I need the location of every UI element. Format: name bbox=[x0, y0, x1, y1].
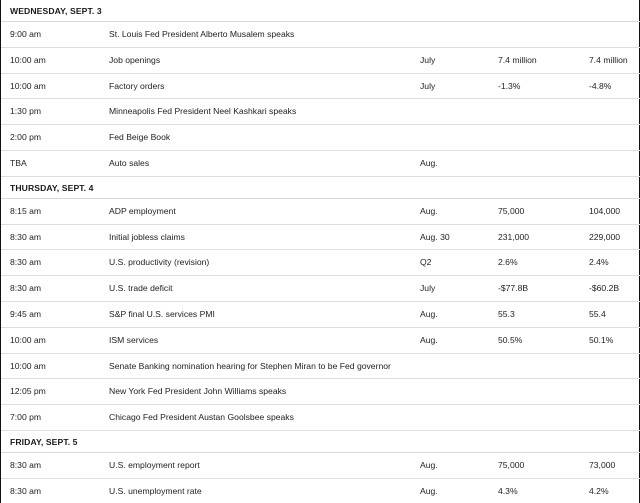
event-previous: 7.4 million bbox=[589, 54, 628, 65]
event-forecast: -1.3% bbox=[498, 80, 521, 91]
event-period: July bbox=[420, 80, 436, 91]
event-time: 7:00 pm bbox=[10, 412, 42, 423]
event-name: Fed Beige Book bbox=[109, 132, 171, 143]
event-time: 9:45 am bbox=[10, 308, 42, 319]
event-period: July bbox=[420, 283, 436, 294]
table-row bbox=[1, 302, 640, 328]
event-name: Job openings bbox=[109, 54, 161, 65]
event-time: 2:00 pm bbox=[10, 132, 42, 143]
table-row bbox=[1, 199, 640, 225]
event-name: ISM services bbox=[109, 334, 159, 345]
day-header: WEDNESDAY, SEPT. 3 bbox=[1, 0, 640, 22]
event-time: 1:30 pm bbox=[10, 106, 42, 117]
event-forecast: -$77.8B bbox=[498, 283, 529, 294]
event-period: Aug. bbox=[420, 157, 438, 168]
economic-calendar bbox=[1, 0, 640, 503]
event-period: July bbox=[420, 54, 436, 65]
event-time: 8:30 am bbox=[10, 459, 42, 470]
event-name: U.S. unemployment rate bbox=[109, 485, 202, 496]
event-time: 10:00 am bbox=[10, 360, 46, 371]
event-forecast: 2.6% bbox=[498, 257, 518, 268]
event-name: U.S. trade deficit bbox=[109, 283, 173, 294]
event-period: Q2 bbox=[420, 257, 432, 268]
event-forecast: 75,000 bbox=[498, 459, 525, 470]
event-previous: 4.2% bbox=[589, 485, 609, 496]
event-name: New York Fed President John Williams speaks bbox=[109, 386, 287, 397]
event-previous: 2.4% bbox=[589, 257, 609, 268]
event-period: Aug. 30 bbox=[420, 231, 450, 242]
event-time: TBA bbox=[10, 157, 27, 168]
event-name: Chicago Fed President Austan Goolsbee speaks bbox=[109, 412, 294, 423]
event-forecast: 4.3% bbox=[498, 485, 518, 496]
event-name: Auto sales bbox=[109, 157, 150, 168]
day-header: THURSDAY, SEPT. 4 bbox=[1, 177, 640, 199]
event-previous: 104,000 bbox=[589, 205, 621, 216]
event-forecast: 75,000 bbox=[498, 205, 525, 216]
event-time: 10:00 am bbox=[10, 80, 46, 91]
table-row bbox=[1, 125, 640, 151]
event-time: 10:00 am bbox=[10, 54, 46, 65]
event-name: S&P final U.S. services PMI bbox=[109, 308, 215, 319]
table-row bbox=[1, 225, 640, 251]
event-period: Aug. bbox=[420, 459, 438, 470]
event-name: Minneapolis Fed President Neel Kashkari speaks bbox=[109, 106, 297, 117]
event-forecast: 55.3 bbox=[498, 308, 515, 319]
event-previous: -4.8% bbox=[589, 80, 612, 91]
table-row bbox=[1, 354, 640, 380]
event-name: ADP employment bbox=[109, 205, 176, 216]
event-period: Aug. bbox=[420, 205, 438, 216]
event-period: Aug. bbox=[420, 308, 438, 319]
event-name: Initial jobless claims bbox=[109, 231, 185, 242]
event-time: 10:00 am bbox=[10, 334, 46, 345]
table-row bbox=[1, 479, 640, 503]
table-row bbox=[1, 250, 640, 276]
event-name: U.S. productivity (revision) bbox=[109, 257, 210, 268]
event-name: St. Louis Fed President Alberto Musalem speaks bbox=[109, 29, 295, 39]
table-row bbox=[1, 151, 640, 177]
event-name: Senate Banking nomination hearing for Stephen Miran to be Fed governor bbox=[109, 360, 391, 371]
event-forecast: 50.5% bbox=[498, 334, 523, 345]
day-header: FRIDAY, SEPT. 5 bbox=[1, 431, 640, 453]
event-time: 8:30 am bbox=[10, 485, 42, 496]
table-row bbox=[1, 22, 640, 48]
event-previous: 229,000 bbox=[589, 231, 621, 242]
event-name: U.S. employment report bbox=[109, 459, 200, 470]
table-row bbox=[1, 48, 640, 74]
event-time: 9:00 am bbox=[10, 29, 42, 39]
event-time: 8:15 am bbox=[10, 205, 42, 216]
table-row bbox=[1, 453, 640, 479]
table-row bbox=[1, 405, 640, 431]
event-previous: 73,000 bbox=[589, 459, 616, 470]
event-previous: -$60.2B bbox=[589, 283, 620, 294]
table-row bbox=[1, 328, 640, 354]
table-row bbox=[1, 99, 640, 125]
event-forecast: 231,000 bbox=[498, 231, 530, 242]
event-previous: 50.1% bbox=[589, 334, 614, 345]
event-time: 8:30 am bbox=[10, 257, 42, 268]
event-period: Aug. bbox=[420, 334, 438, 345]
table-row bbox=[1, 276, 640, 302]
event-name: Factory orders bbox=[109, 80, 165, 91]
event-time: 8:30 am bbox=[10, 283, 42, 294]
event-time: 8:30 am bbox=[10, 231, 42, 242]
event-previous: 55.4 bbox=[589, 308, 606, 319]
table-row bbox=[1, 379, 640, 405]
event-time: 12:05 pm bbox=[10, 386, 46, 397]
event-period: Aug. bbox=[420, 485, 438, 496]
event-forecast: 7.4 million bbox=[498, 54, 537, 65]
table-row bbox=[1, 74, 640, 100]
